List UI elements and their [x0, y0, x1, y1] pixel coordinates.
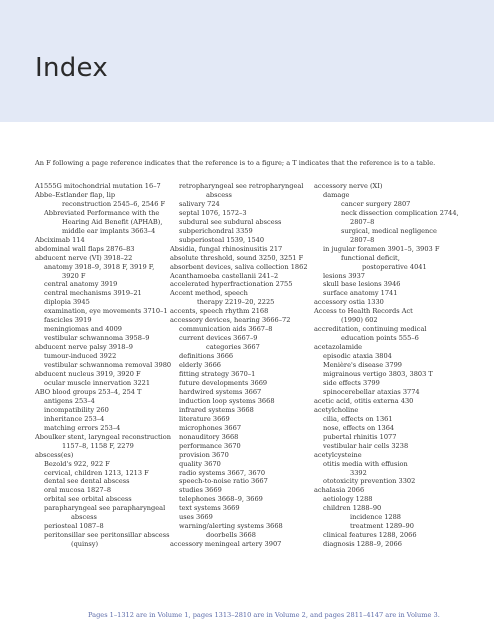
- index-entry: surface anatomy 1741: [323, 289, 398, 298]
- index-entry: accents, speech rhythm 2168: [170, 307, 269, 316]
- index-entry: (1990) 602: [341, 316, 378, 325]
- index-entry: achalasia 2066: [314, 486, 365, 495]
- index-entry: otitis media with effusion: [323, 459, 408, 468]
- index-entry: peritonsillar see peritonsillar abscess: [44, 531, 170, 540]
- index-entry: text systems 3669: [179, 504, 240, 513]
- index-entry: subperiosteal 1539, 1540: [179, 235, 265, 244]
- index-entry: 2807–8: [350, 217, 375, 226]
- index-entry: oral mucosa 1827–8: [44, 486, 112, 495]
- index-column-2: [170, 182, 308, 549]
- index-entry: Hearing Aid Benefit (APHAB),: [62, 217, 163, 226]
- index-entry: abducent nerve (VI) 3918–22: [35, 253, 133, 262]
- index-column-1: [35, 182, 172, 549]
- index-entry: skull base lesions 3946: [323, 280, 401, 289]
- index-entry: education points 555–6: [341, 334, 419, 343]
- index-entry: incompatibility 260: [44, 405, 109, 414]
- index-entry: induction loop systems 3668: [179, 396, 275, 405]
- volume-page-footer: Pages 1–1312 are in Volume 1, pages 1313–2810 are in Volume 2, and pages 2811–4147 are in Volume 3.: [88, 611, 440, 619]
- index-entry: ototoxicity prevention 3302: [323, 477, 416, 486]
- index-entry: Menière's disease 3799: [323, 361, 402, 370]
- index-entry: fitting strategy 3670–1: [179, 370, 256, 379]
- index-entry: definitions 3666: [179, 352, 234, 361]
- index-entry: literature 3669: [179, 414, 230, 423]
- index-entry: periosteal 1087–8: [44, 522, 104, 531]
- index-entry: vestibular schwannoma removal 3980: [44, 361, 172, 370]
- index-entry: warning/alerting systems 3668: [179, 522, 283, 531]
- index-entry: middle ear implants 3663–4: [62, 226, 156, 235]
- index-entry: infrared systems 3668: [179, 405, 254, 414]
- index-entry: incidence 1288: [350, 513, 401, 522]
- index-entry: parapharyngeal see parapharyngeal: [44, 504, 166, 513]
- index-entry: absorbent devices, saliva collection 1862: [170, 262, 308, 271]
- index-intro-note: An F following a page reference indicates that the reference is to a figure; a T indicates that the reference is to a table.: [35, 159, 436, 167]
- index-entry: tumour-induced 3922: [44, 352, 117, 361]
- index-entry: telephones 3668–9, 3669: [179, 495, 263, 504]
- index-entry: neck dissection complication 2744,: [341, 208, 459, 217]
- index-entry: Acanthamoeba castellanii 241–2: [170, 271, 279, 280]
- index-entry: 2807–8: [350, 235, 375, 244]
- index-entry: accessory nerve (XI): [314, 182, 383, 190]
- index-entry: children 1288–90: [323, 504, 382, 513]
- index-entry: Aboulker stent, laryngeal reconstruction: [35, 432, 171, 441]
- index-entry: nonauditory 3668: [179, 432, 239, 441]
- index-entry: 3920 F: [62, 271, 86, 280]
- index-entry: hardwired systems 3667: [179, 387, 262, 396]
- index-entry: central anatomy 3919: [44, 280, 118, 289]
- index-entry: abscess: [206, 190, 232, 199]
- index-entry: diagnosis 1288–9, 2066: [323, 540, 402, 549]
- index-entry: acetylcholine: [314, 405, 359, 414]
- index-entry: lesions 3937: [323, 271, 365, 280]
- index-entry: accessory meningeal artery 3907: [170, 540, 282, 549]
- index-entry: subperichondral 3359: [179, 226, 253, 235]
- index-entry: aetiology 1288: [323, 495, 373, 504]
- index-entry: A1555G mitochondrial mutation 16–7: [35, 182, 161, 190]
- index-entry: 1157–8, 1158 F, 2279: [62, 441, 134, 450]
- index-entry: examination, eye movements 3710–1: [44, 307, 168, 316]
- index-entry: accelerated hyperfractionation 2755: [170, 280, 293, 289]
- title-banner: [0, 0, 494, 122]
- index-entry: uses 3669: [179, 513, 213, 522]
- index-entry: septal 1076, 1572–3: [179, 208, 247, 217]
- index-entry: accessory ostia 1330: [314, 298, 384, 307]
- index-entry: cancer surgery 2807: [341, 199, 411, 208]
- index-entry: Absidia, fungal rhinosinusitis 217: [170, 244, 283, 253]
- index-entry: absolute threshold, sound 3250, 3251 F: [170, 253, 304, 262]
- index-entry: side effects 3799: [323, 378, 380, 387]
- index-entry: abscess(es): [35, 450, 74, 459]
- index-entry: acetylcysteine: [314, 450, 362, 459]
- index-entry: communication aids 3667–8: [179, 325, 273, 334]
- index-entry: retropharyngeal see retropharyngeal: [179, 182, 304, 190]
- index-entry: cervical, children 1213, 1213 F: [44, 468, 149, 477]
- index-entry: Abciximab 114: [35, 235, 85, 244]
- index-entry: microphones 3667: [179, 423, 242, 432]
- index-entry: functional deficit,: [341, 253, 400, 262]
- index-entry: dental see dental abscess: [44, 477, 130, 486]
- index-entry: cilia, effects on 1361: [323, 414, 393, 423]
- index-entry: abdominal wall flaps 2876–83: [35, 244, 135, 253]
- index-entry: damage: [323, 190, 350, 199]
- index-entry: categories 3667: [206, 343, 260, 352]
- index-entry: postoperative 4041: [362, 262, 427, 271]
- index-entry: accreditation, continuing medical: [314, 325, 427, 334]
- index-entry: vestibular hair cells 3238: [323, 441, 409, 450]
- index-entry: ocular muscle innervation 3221: [44, 378, 151, 387]
- index-entry: episodic ataxia 3804: [323, 352, 392, 361]
- index-entry: doorbells 3668: [206, 531, 256, 540]
- index-entry: subdural see subdural abscess: [179, 217, 282, 226]
- index-entry: abducent nucleus 3919, 3920 F: [35, 370, 141, 379]
- index-entry: performance 3670: [179, 441, 241, 450]
- index-entry: pubertal rhinitis 1077: [323, 432, 397, 441]
- index-entry: radio systems 3667, 3670: [179, 468, 266, 477]
- index-entry: treatment 1289–90: [350, 522, 414, 531]
- index-entry: (quinsy): [71, 540, 99, 549]
- index-entry: therapy 2219–20, 2225: [197, 298, 275, 307]
- index-entry: current devices 3667–9: [179, 334, 258, 343]
- index-entry: provision 3670: [179, 450, 229, 459]
- index-entry: in jugular foramen 3901–5, 3903 F: [323, 244, 440, 253]
- index-column-3: [314, 182, 464, 549]
- index-entry: inheritance 253–4: [44, 414, 105, 423]
- index-entry: Accent method, speech: [170, 289, 248, 298]
- index-entry: clinical features 1288, 2066: [323, 531, 417, 540]
- index-entry: orbital see orbital abscess: [44, 495, 132, 504]
- index-entry: meningiomas and 4009: [44, 325, 122, 334]
- index-entry: migrainous vertigo 3803, 3803 T: [323, 370, 433, 379]
- index-entry: future developments 3669: [179, 378, 268, 387]
- index-entry: surgical, medical negligence: [341, 226, 437, 235]
- index-entry: diplopia 3945: [44, 298, 90, 307]
- page-title: Index: [35, 53, 109, 83]
- index-entry: 3392: [350, 468, 367, 477]
- index-entry: Abbreviated Performance with the: [44, 208, 160, 217]
- index-entry: abscess: [71, 513, 97, 522]
- index-entry: quality 3670: [179, 459, 221, 468]
- index-entry: matching errors 253–4: [44, 423, 121, 432]
- index-entry: studies 3669: [179, 486, 222, 495]
- index-entry: nose, effects on 1364: [323, 423, 395, 432]
- index-entry: antigens 253–4: [44, 396, 95, 405]
- index-entry: spinocerebellar ataxias 3774: [323, 387, 420, 396]
- index-entry: salivary 724: [179, 199, 220, 208]
- index-entry: accessory devices, hearing 3666–72: [170, 316, 291, 325]
- index-entry: abducent nerve palsy 3918–9: [35, 343, 133, 352]
- index-entry: elderly 3666: [179, 361, 221, 370]
- index-entry: reconstruction 2545–6, 2546 F: [62, 199, 166, 208]
- index-entry: Bezold's 922, 922 F: [44, 459, 110, 468]
- index-entry: speech-to-noise ratio 3667: [179, 477, 268, 486]
- index-entry: central mechanisms 3919–21: [44, 289, 142, 298]
- index-entry: acetazolamide: [314, 343, 363, 352]
- index-entry: fascicles 3919: [44, 316, 92, 325]
- index-entry: anatomy 3918–9, 3918 F, 3919 F,: [44, 262, 155, 271]
- index-entry: Abbe–Estlander flap, lip: [35, 190, 116, 199]
- index-entry: Access to Health Records Act: [314, 307, 413, 316]
- index-entry: vestibular schwannoma 3958–9: [44, 334, 150, 343]
- index-entry: ABO blood groups 253–4, 254 T: [35, 387, 142, 396]
- index-entry: acetic acid, otitis externa 430: [314, 396, 414, 405]
